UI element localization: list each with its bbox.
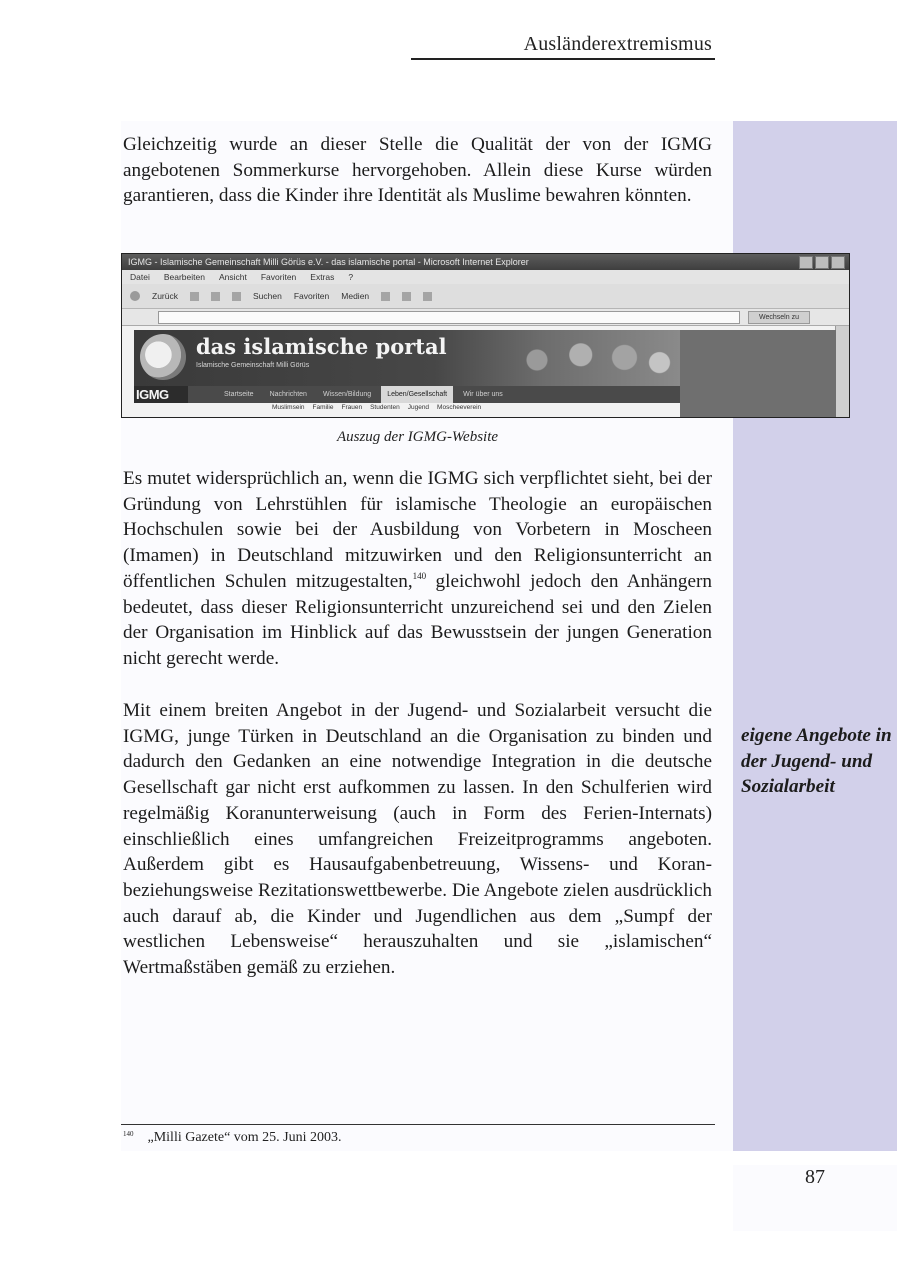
browser-toolbar xyxy=(122,284,849,309)
site-nav-bar xyxy=(188,386,680,403)
footnote xyxy=(123,1130,342,1146)
subnav-item: Frauen xyxy=(341,404,363,411)
close-icon xyxy=(831,256,845,269)
history-icon xyxy=(381,292,390,301)
paragraph-2-text-a: Es mutet widersprüchlich an, wenn die IGMG sich verpflichtet sieht, bei der Gründung von Lehrstühlen für islamische Theologie an europäischen Hochschulen sowie bei der Ausbildung von Vorbetern in Moscheen (Imamen) in Deutschland mitzuwirken und den Religionsunterricht an öffentlichen Schulen mitzugestalten, xyxy=(123,468,712,592)
subnav-item: Jugend xyxy=(407,404,430,411)
minimize-icon xyxy=(799,256,813,269)
footnote-number: 140 xyxy=(123,1130,134,1138)
address-bar xyxy=(122,309,849,326)
footnote-text: „Milli Gazete“ vom 25. Juni 2003. xyxy=(147,1130,342,1145)
toolbar-label: Zurück xyxy=(152,291,178,301)
paragraph-3: Mit einem breiten Angebot in der Jugend- und Sozialarbeit versucht die IGMG, junge Türken in Deutschland an die Organisation zu binden und dadurch den Gedanken an eine notwendige Integration in die deutsche Gesellschaft gar nicht erst aufkommen zu lassen. In den Schulferien wird regelmäßig Koranunterweisung (auch in Form des Ferien-Internats) einschließlich eines umfangreichen Freizeitprogramms angeboten. Außerdem gibt es Hausaufgabenbetreuung, Wissens- und Koran- beziehungsweise Rezitationswettbewerbe. Die Angebote zielen ausdrücklich auch darauf ab, die Kinder und Jugendlichen aus dem „Sumpf der westlichen Lebensweise“ herauszuhalten und sie „islamischen“ Wertmaßstäben gemäß zu erziehen. xyxy=(123,700,712,979)
address-field xyxy=(158,311,740,324)
home-icon xyxy=(232,292,241,301)
figure-caption: Auszug der IGMG-Website xyxy=(336,429,499,445)
crescent-logo-icon xyxy=(140,334,186,380)
window-controls xyxy=(799,256,845,269)
subnav-item: Familie xyxy=(312,404,334,411)
site-subtitle: Islamische Gemeinschaft Milli Görüs xyxy=(196,362,310,369)
subnav-item: Muslimsein xyxy=(272,404,305,411)
running-header: Ausländerextremismus xyxy=(523,33,712,55)
mail-icon xyxy=(402,292,411,301)
site-subnav xyxy=(272,404,481,411)
site-nav-item-active: Leben/Gesellschaft xyxy=(381,386,453,403)
footnote-reference: 140 xyxy=(412,570,427,581)
paragraph-2 xyxy=(123,466,712,672)
paragraph-2-text-b: gleichwohl jedoch den Anhängern bedeutet, dass dieser Religionsunterricht unzureichend sei und den Zielen der Organisation im Hinblick auf das Bewusstsein der jungen Generation nicht gerecht werde. xyxy=(123,570,712,669)
menu-item: Extras xyxy=(310,272,335,282)
menu-item: Favoriten xyxy=(260,272,297,282)
margin-note: eigene Angebote in der Jugend- und Sozialarbeit xyxy=(741,725,892,798)
toolbar-label: Medien xyxy=(341,291,370,301)
back-icon xyxy=(130,291,140,301)
menu-item: Bearbeiten xyxy=(163,272,205,282)
page-number: 87 xyxy=(805,1166,825,1188)
banner-photo xyxy=(502,334,677,386)
site-nav-item: Wissen/Bildung xyxy=(322,391,372,398)
subnav-item: Moscheeverein xyxy=(437,404,482,411)
paragraph-1: Gleichzeitig wurde an dieser Stelle die Qualität der von der IGMG angebotenen Sommerkurse hervorgehoben. Allein diese Kurse würden garantieren, dass die Kinder ihre Identität als Muslime bewahren könnten. xyxy=(123,134,712,207)
maximize-icon xyxy=(815,256,829,269)
site-nav-item: Wir über uns xyxy=(463,391,503,398)
browser-title-bar: IGMG - Islamische Gemeinschaft Milli Görüs e.V. - das islamische portal - Microsoft Internet Explorer xyxy=(122,254,849,270)
site-nav-item: Nachrichten xyxy=(269,391,307,398)
menu-item: ? xyxy=(348,272,354,282)
subnav-item: Studenten xyxy=(370,404,400,411)
menu-item: Ansicht xyxy=(218,272,247,282)
refresh-icon xyxy=(211,292,220,301)
browser-menu-bar xyxy=(122,270,849,284)
menu-item: Datei xyxy=(130,272,150,282)
banner-side-area xyxy=(680,330,836,417)
scrollbar xyxy=(835,326,849,417)
print-icon xyxy=(423,292,432,301)
go-button: Wechseln zu xyxy=(748,311,810,324)
toolbar-label: Suchen xyxy=(252,291,282,301)
site-nav-item: Startseite xyxy=(224,391,254,398)
igmg-logo-text: IGMG xyxy=(136,387,169,402)
toolbar-label: Favoriten xyxy=(293,291,330,301)
header-rule xyxy=(411,58,715,60)
site-title: das islamische portal xyxy=(196,334,447,359)
stop-icon xyxy=(190,292,199,301)
footnote-rule xyxy=(121,1124,715,1125)
website-screenshot-figure xyxy=(121,253,850,418)
